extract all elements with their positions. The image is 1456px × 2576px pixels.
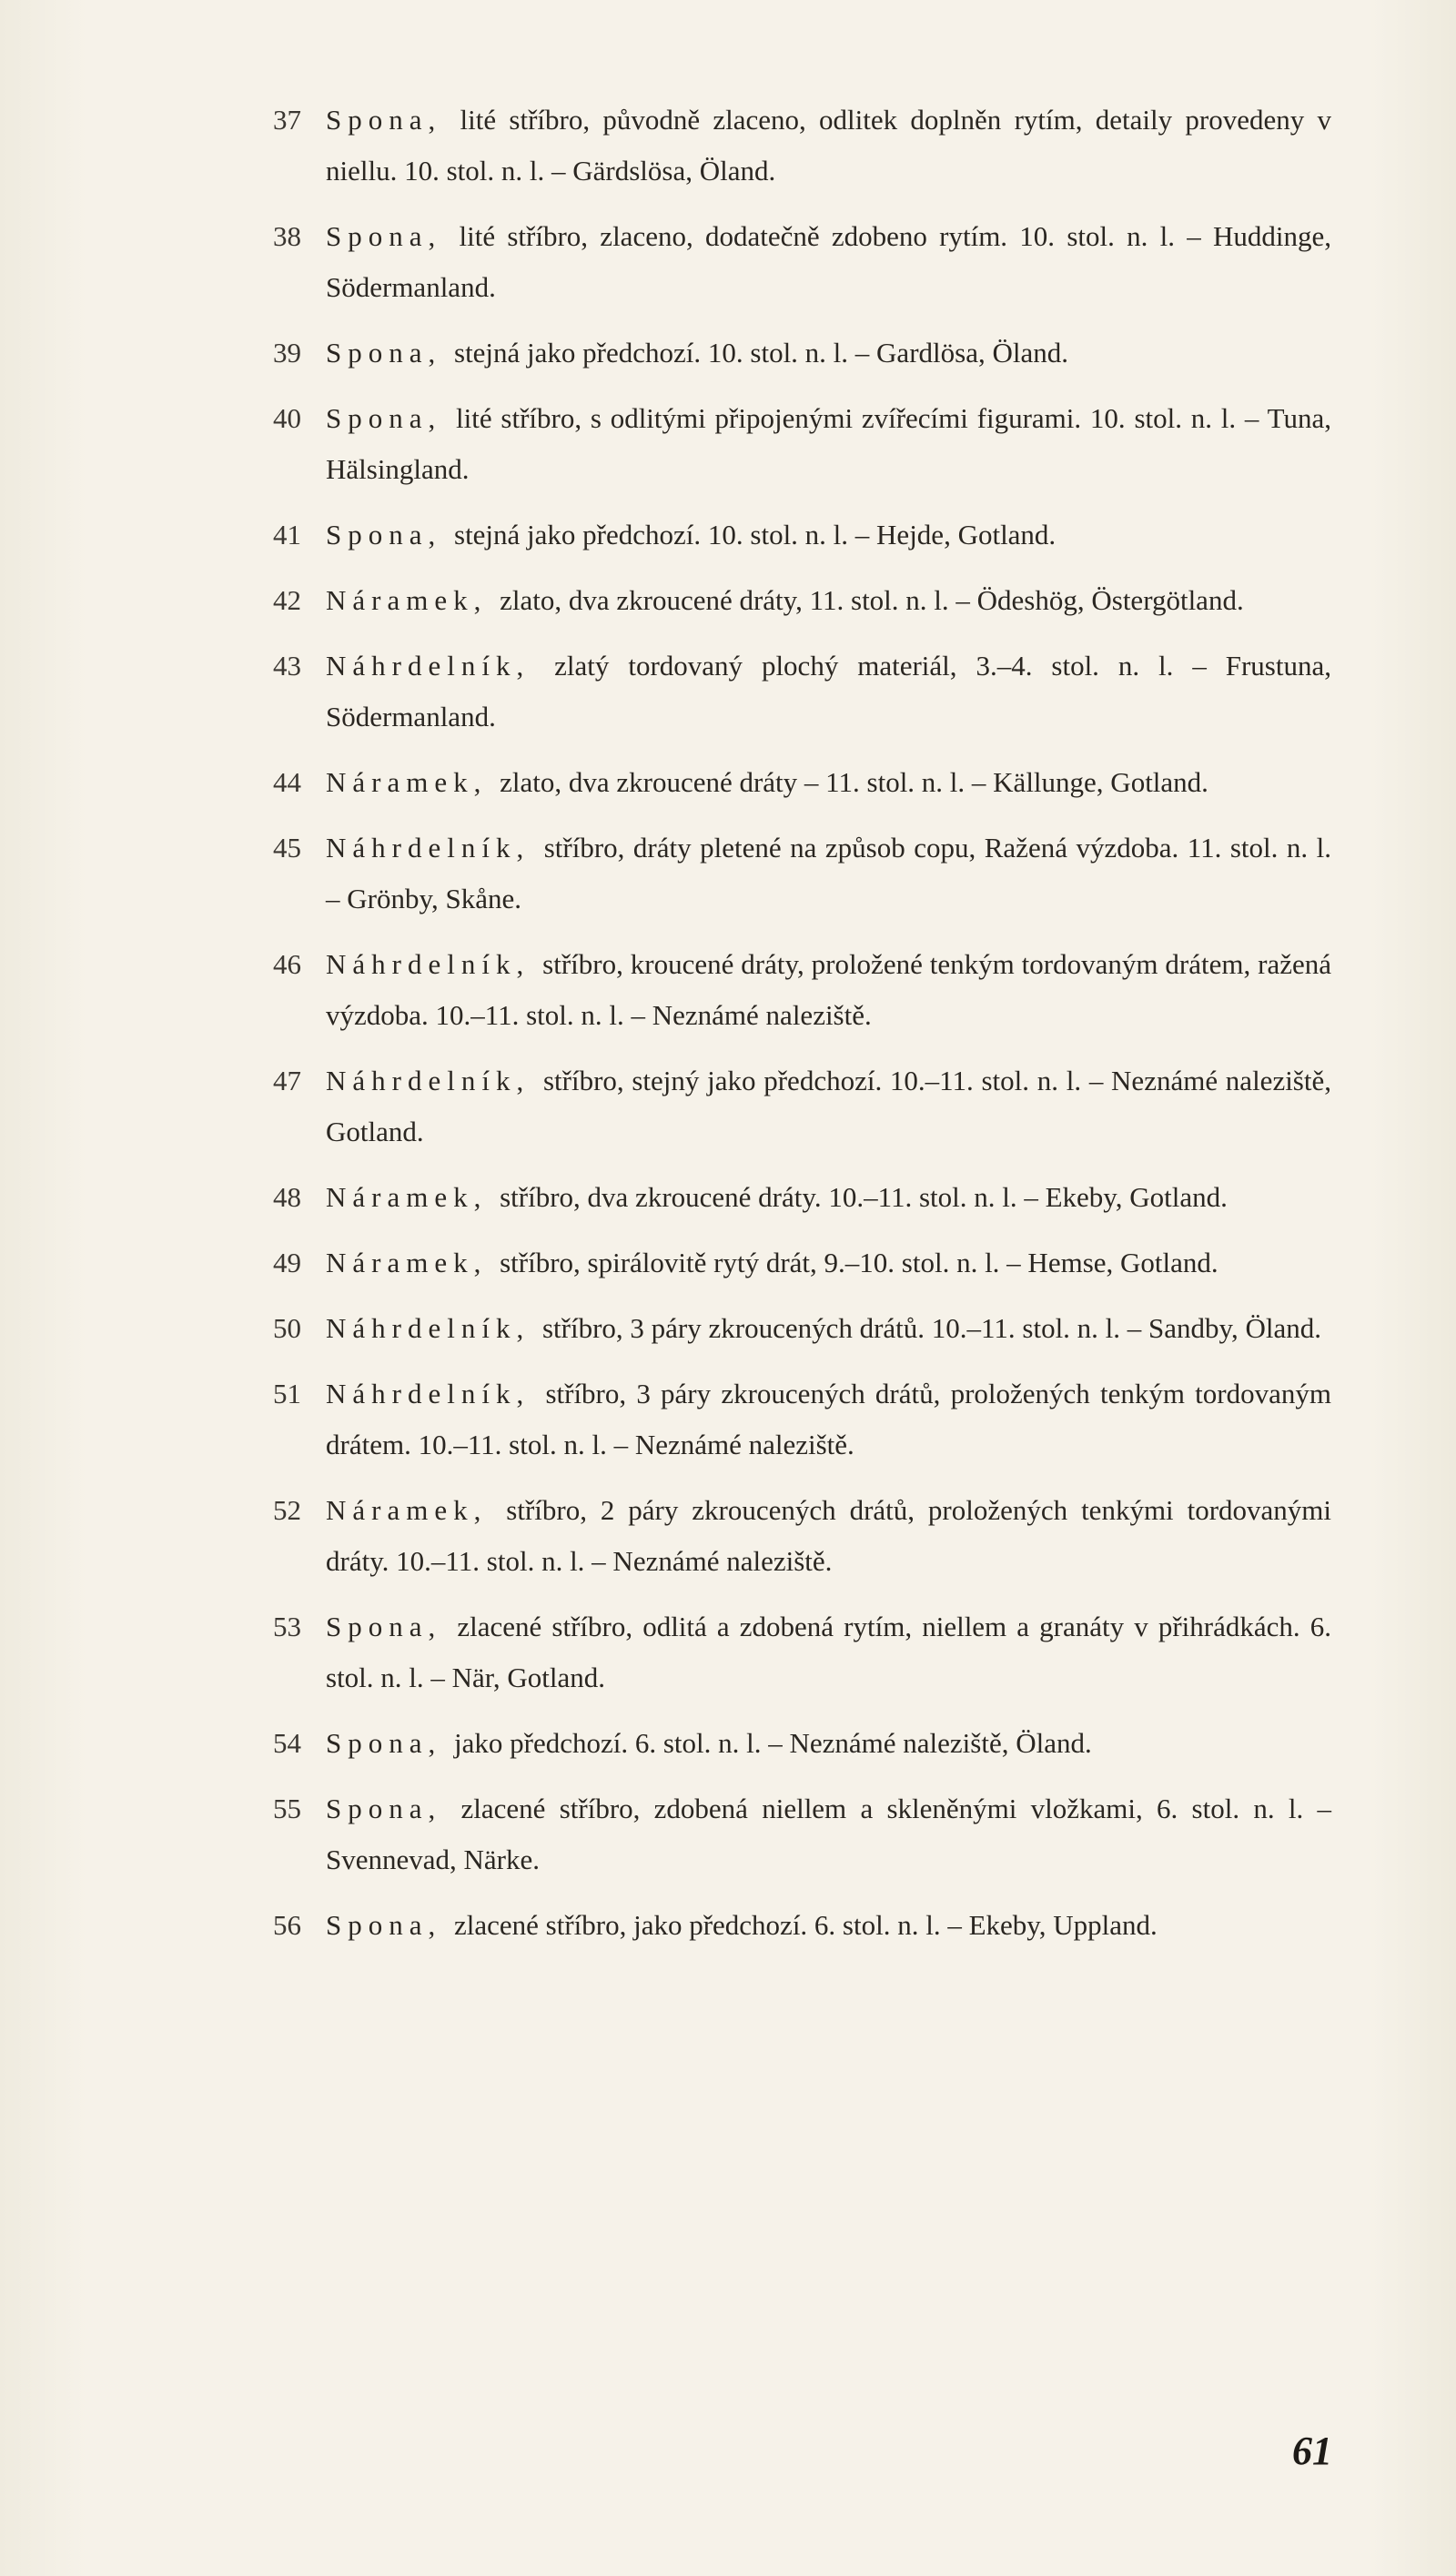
- entry-number: 53: [273, 1611, 301, 1642]
- entry-number: 38: [273, 220, 301, 252]
- entry-description: zlacené stříbro, odlitá a zdobená rytím, niellem a granáty v přihrádkách. 6. stol. n. l. – När, Gotland.: [326, 1611, 1331, 1693]
- entry-number: 52: [273, 1494, 301, 1526]
- entry-number: 47: [273, 1065, 301, 1096]
- catalog-entry: [273, 1900, 1331, 1951]
- entry-description: stříbro, stejný jako předchozí. 10.–11. stol. n. l. – Neznámé naleziště, Gotland.: [326, 1065, 1331, 1147]
- entry-description: stříbro, 3 páry zkroucených drátů. 10.–11. stol. n. l. – Sandby, Öland.: [541, 1312, 1322, 1344]
- entry-term: Náhrdelník,: [326, 1378, 531, 1409]
- catalog-entry: [273, 575, 1331, 626]
- entry-term: Spona,: [326, 104, 442, 136]
- entry-number: 46: [273, 948, 301, 980]
- catalog-entry: [273, 1783, 1331, 1885]
- entry-description: jako předchozí. 6. stol. n. l. – Neznámé naleziště, Öland.: [454, 1727, 1092, 1759]
- entry-number: 51: [273, 1378, 301, 1409]
- entry-term: Náramek,: [326, 1494, 488, 1526]
- entry-term: Náramek,: [326, 766, 488, 798]
- entry-number: 45: [273, 832, 301, 864]
- entry-term: Náhrdelník,: [326, 832, 531, 864]
- entry-number: 41: [273, 519, 301, 551]
- catalog-entry: [273, 1485, 1331, 1587]
- entry-description: zlacené stříbro, jako předchozí. 6. stol. n. l. – Ekeby, Uppland.: [454, 1909, 1158, 1941]
- entry-number: 42: [273, 584, 301, 616]
- catalog-entry: [273, 1303, 1331, 1354]
- entry-number: 43: [273, 650, 301, 682]
- entry-description: stejná jako předchozí. 10. stol. n. l. – Gardlösa, Öland.: [454, 337, 1068, 369]
- catalog-entry: [273, 95, 1331, 197]
- catalog-entries: [273, 95, 1331, 1965]
- entry-term: Náhrdelník,: [326, 650, 531, 682]
- catalog-entry: [273, 1172, 1331, 1223]
- entry-number: 49: [273, 1247, 301, 1278]
- entry-description: stříbro, dva zkroucené dráty. 10.–11. stol. n. l. – Ekeby, Gotland.: [500, 1181, 1228, 1213]
- entry-description: zlacené stříbro, zdobená niellem a skleněnými vložkami, 6. stol. n. l. – Svennevad, Närke.: [326, 1793, 1331, 1875]
- entry-term: Spona,: [326, 519, 442, 551]
- entry-number: 50: [273, 1312, 301, 1344]
- entry-term: Náhrdelník,: [326, 1065, 531, 1096]
- entry-number: 48: [273, 1181, 301, 1213]
- entry-description: stříbro, 2 páry zkroucených drátů, proložených tenkými tordovanými dráty. 10.–11. stol. n. l. – Neznámé naleziště.: [326, 1494, 1331, 1577]
- entry-term: Náhrdelník,: [326, 948, 531, 980]
- catalog-entry: [273, 641, 1331, 742]
- entry-description: lité stříbro, původně zlaceno, odlitek doplněn rytím, detaily provedeny v niellu. 10. stol. n. l. – Gärdslösa, Öland.: [326, 104, 1332, 187]
- entry-description: stejná jako předchozí. 10. stol. n. l. – Hejde, Gotland.: [454, 519, 1057, 551]
- entry-number: 39: [273, 337, 301, 369]
- entry-term: Náramek,: [326, 584, 488, 616]
- entry-term: Spona,: [326, 1793, 442, 1824]
- entry-number: 56: [273, 1909, 301, 1941]
- entry-description: zlatý tordovaný plochý materiál, 3.–4. stol. n. l. – Frustuna, Södermanland.: [326, 650, 1331, 732]
- entry-term: Náramek,: [326, 1181, 488, 1213]
- page-number: 61: [1292, 2429, 1332, 2473]
- catalog-entry: [273, 328, 1331, 379]
- entry-description: lité stříbro, zlaceno, dodatečně zdobeno rytím. 10. stol. n. l. – Huddinge, Södermanland.: [326, 220, 1331, 303]
- entry-description: zlato, dva zkroucené dráty, 11. stol. n. l. – Ödeshög, Östergötland.: [500, 584, 1244, 616]
- entry-term: Spona,: [326, 1611, 442, 1642]
- catalog-entry: [273, 211, 1331, 313]
- entry-term: Spona,: [326, 220, 442, 252]
- entry-number: 37: [273, 104, 301, 136]
- entry-description: stříbro, dráty pletené na způsob copu, Ražená výzdoba. 11. stol. n. l. – Grönby, Skåne.: [326, 832, 1332, 914]
- catalog-entry: [273, 823, 1331, 924]
- entry-description: zlato, dva zkroucené dráty – 11. stol. n. l. – Källunge, Gotland.: [500, 766, 1208, 798]
- catalog-entry: [273, 510, 1331, 561]
- entry-number: 40: [273, 402, 301, 434]
- catalog-entry: [273, 757, 1331, 808]
- entry-term: Spona,: [326, 337, 442, 369]
- entry-term: Náhrdelník,: [326, 1312, 531, 1344]
- catalog-entry: [273, 1056, 1331, 1157]
- catalog-entry: [273, 1718, 1331, 1769]
- entry-description: stříbro, spirálovitě rytý drát, 9.–10. stol. n. l. – Hemse, Gotland.: [500, 1247, 1218, 1278]
- entry-term: Spona,: [326, 1727, 442, 1759]
- entry-description: stříbro, 3 páry zkroucených drátů, proložených tenkým tordovaným drátem. 10.–11. stol. n. l. – Neznámé naleziště.: [326, 1378, 1331, 1460]
- entry-number: 54: [273, 1727, 301, 1759]
- entry-description: lité stříbro, s odlitými připojenými zvířecími figurami. 10. stol. n. l. – Tuna, Hälsingland.: [326, 402, 1331, 485]
- catalog-entry: [273, 939, 1331, 1041]
- catalog-entry: [273, 1369, 1331, 1470]
- catalog-entry: [273, 1601, 1331, 1703]
- catalog-entry: [273, 393, 1331, 495]
- entry-term: Spona,: [326, 1909, 442, 1941]
- catalog-entry: [273, 1237, 1331, 1288]
- entry-term: Spona,: [326, 402, 442, 434]
- entry-number: 55: [273, 1793, 301, 1824]
- entry-description: stříbro, kroucené dráty, proložené tenkým tordovaným drátem, ražená výzdoba. 10.–11. stol. n. l. – Neznámé naleziště.: [326, 948, 1331, 1031]
- entry-number: 44: [273, 766, 301, 798]
- entry-term: Náramek,: [326, 1247, 488, 1278]
